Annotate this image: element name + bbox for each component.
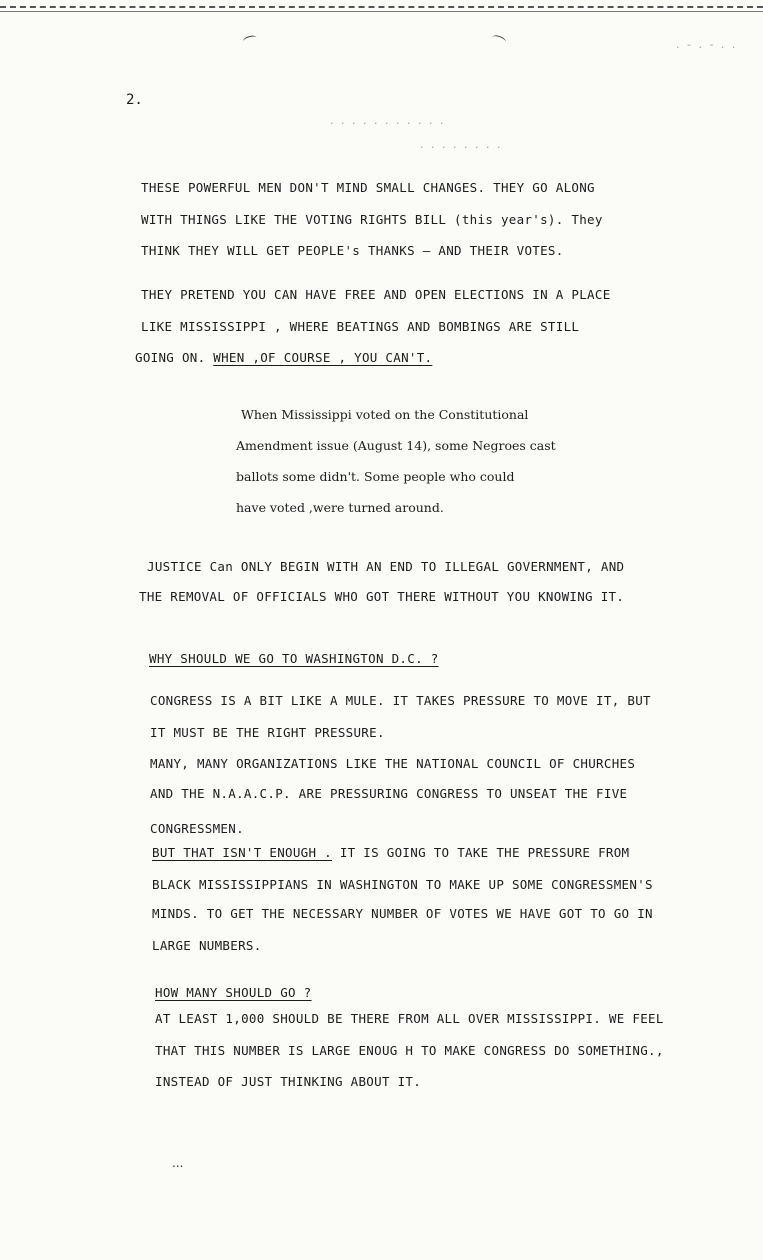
note-line: Amendment issue (August 14), some Negroes cast <box>236 438 556 453</box>
scan-speckle: . . . . . . . . <box>420 138 503 151</box>
text-line: CONGRESS IS A BIT LIKE A MULE. IT TAKES PRESSURE TO MOVE IT, BUT <box>150 693 651 708</box>
text-line: THINK THEY WILL GET PEOPLE's THANKS — AND THEIR VOTES. <box>141 243 564 258</box>
section-heading: WHY SHOULD WE GO TO WASHINGTON D.C. ? <box>149 651 439 666</box>
scan-mark <box>242 34 257 44</box>
text-line: INSTEAD OF JUST THINKING ABOUT IT. <box>155 1074 422 1089</box>
scan-speckle: . - . - . . <box>676 38 738 51</box>
text-line <box>135 350 432 366</box>
text-line: AND THE N.A.A.C.P. ARE PRESSURING CONGRESS TO UNSEAT THE FIVE <box>150 786 628 801</box>
top-edge-dashes <box>0 6 763 8</box>
text-line: THAT THIS NUMBER IS LARGE ENOUG H TO MAKE CONGRESS DO SOMETHING., <box>155 1043 664 1058</box>
text-line: LIKE MISSISSIPPI , WHERE BEATINGS AND BOMBINGS ARE STILL <box>141 319 580 334</box>
page-number: 2. <box>126 92 143 108</box>
section-heading: HOW MANY SHOULD GO ? <box>155 985 312 1000</box>
text-segment: GOING ON. <box>135 350 214 365</box>
text-line: IT MUST BE THE RIGHT PRESSURE. <box>150 725 385 740</box>
underlined-phrase: BUT THAT ISN'T ENOUGH . <box>152 845 332 860</box>
text-line <box>152 845 629 861</box>
text-line: BLACK MISSISSIPPIANS IN WASHINGTON TO MAKE UP SOME CONGRESSMEN'S <box>152 877 653 892</box>
top-edge-rule <box>0 11 763 12</box>
ellipsis-mark: ... <box>172 1156 184 1170</box>
note-line: ballots some didn't. Some people who could <box>236 469 515 484</box>
text-line: LARGE NUMBERS. <box>152 938 262 953</box>
text-line: CONGRESSMEN. <box>150 821 244 836</box>
note-line: have voted ,were turned around. <box>236 500 444 515</box>
underlined-phrase: WHEN ,OF COURSE , YOU CAN'T. <box>213 350 433 365</box>
text-line: MINDS. TO GET THE NECESSARY NUMBER OF VOTES WE HAVE GOT TO GO IN <box>152 906 653 921</box>
text-line: THE REMOVAL OF OFFICIALS WHO GOT THERE WITHOUT YOU KNOWING IT. <box>139 589 625 604</box>
text-line: MANY, MANY ORGANIZATIONS LIKE THE NATIONAL COUNCIL OF CHURCHES <box>150 756 636 771</box>
text-segment: IT IS GOING TO TAKE THE PRESSURE FROM <box>332 845 630 860</box>
text-line: AT LEAST 1,000 SHOULD BE THERE FROM ALL OVER MISSISSIPPI. WE FEEL <box>155 1011 664 1026</box>
scan-mark <box>491 34 507 45</box>
text-line: JUSTICE Can ONLY BEGIN WITH AN END TO ILLEGAL GOVERNMENT, AND <box>147 559 625 574</box>
text-line: WITH THINGS LIKE THE VOTING RIGHTS BILL (this year's). They <box>141 212 603 227</box>
scan-speckle: . . . . . . . . . . . <box>330 114 446 127</box>
note-line: When Mississippi voted on the Constitutional <box>241 407 529 422</box>
text-line: THEY PRETEND YOU CAN HAVE FREE AND OPEN ELECTIONS IN A PLACE <box>141 287 611 302</box>
text-line: THESE POWERFUL MEN DON'T MIND SMALL CHANGES. THEY GO ALONG <box>141 180 595 195</box>
